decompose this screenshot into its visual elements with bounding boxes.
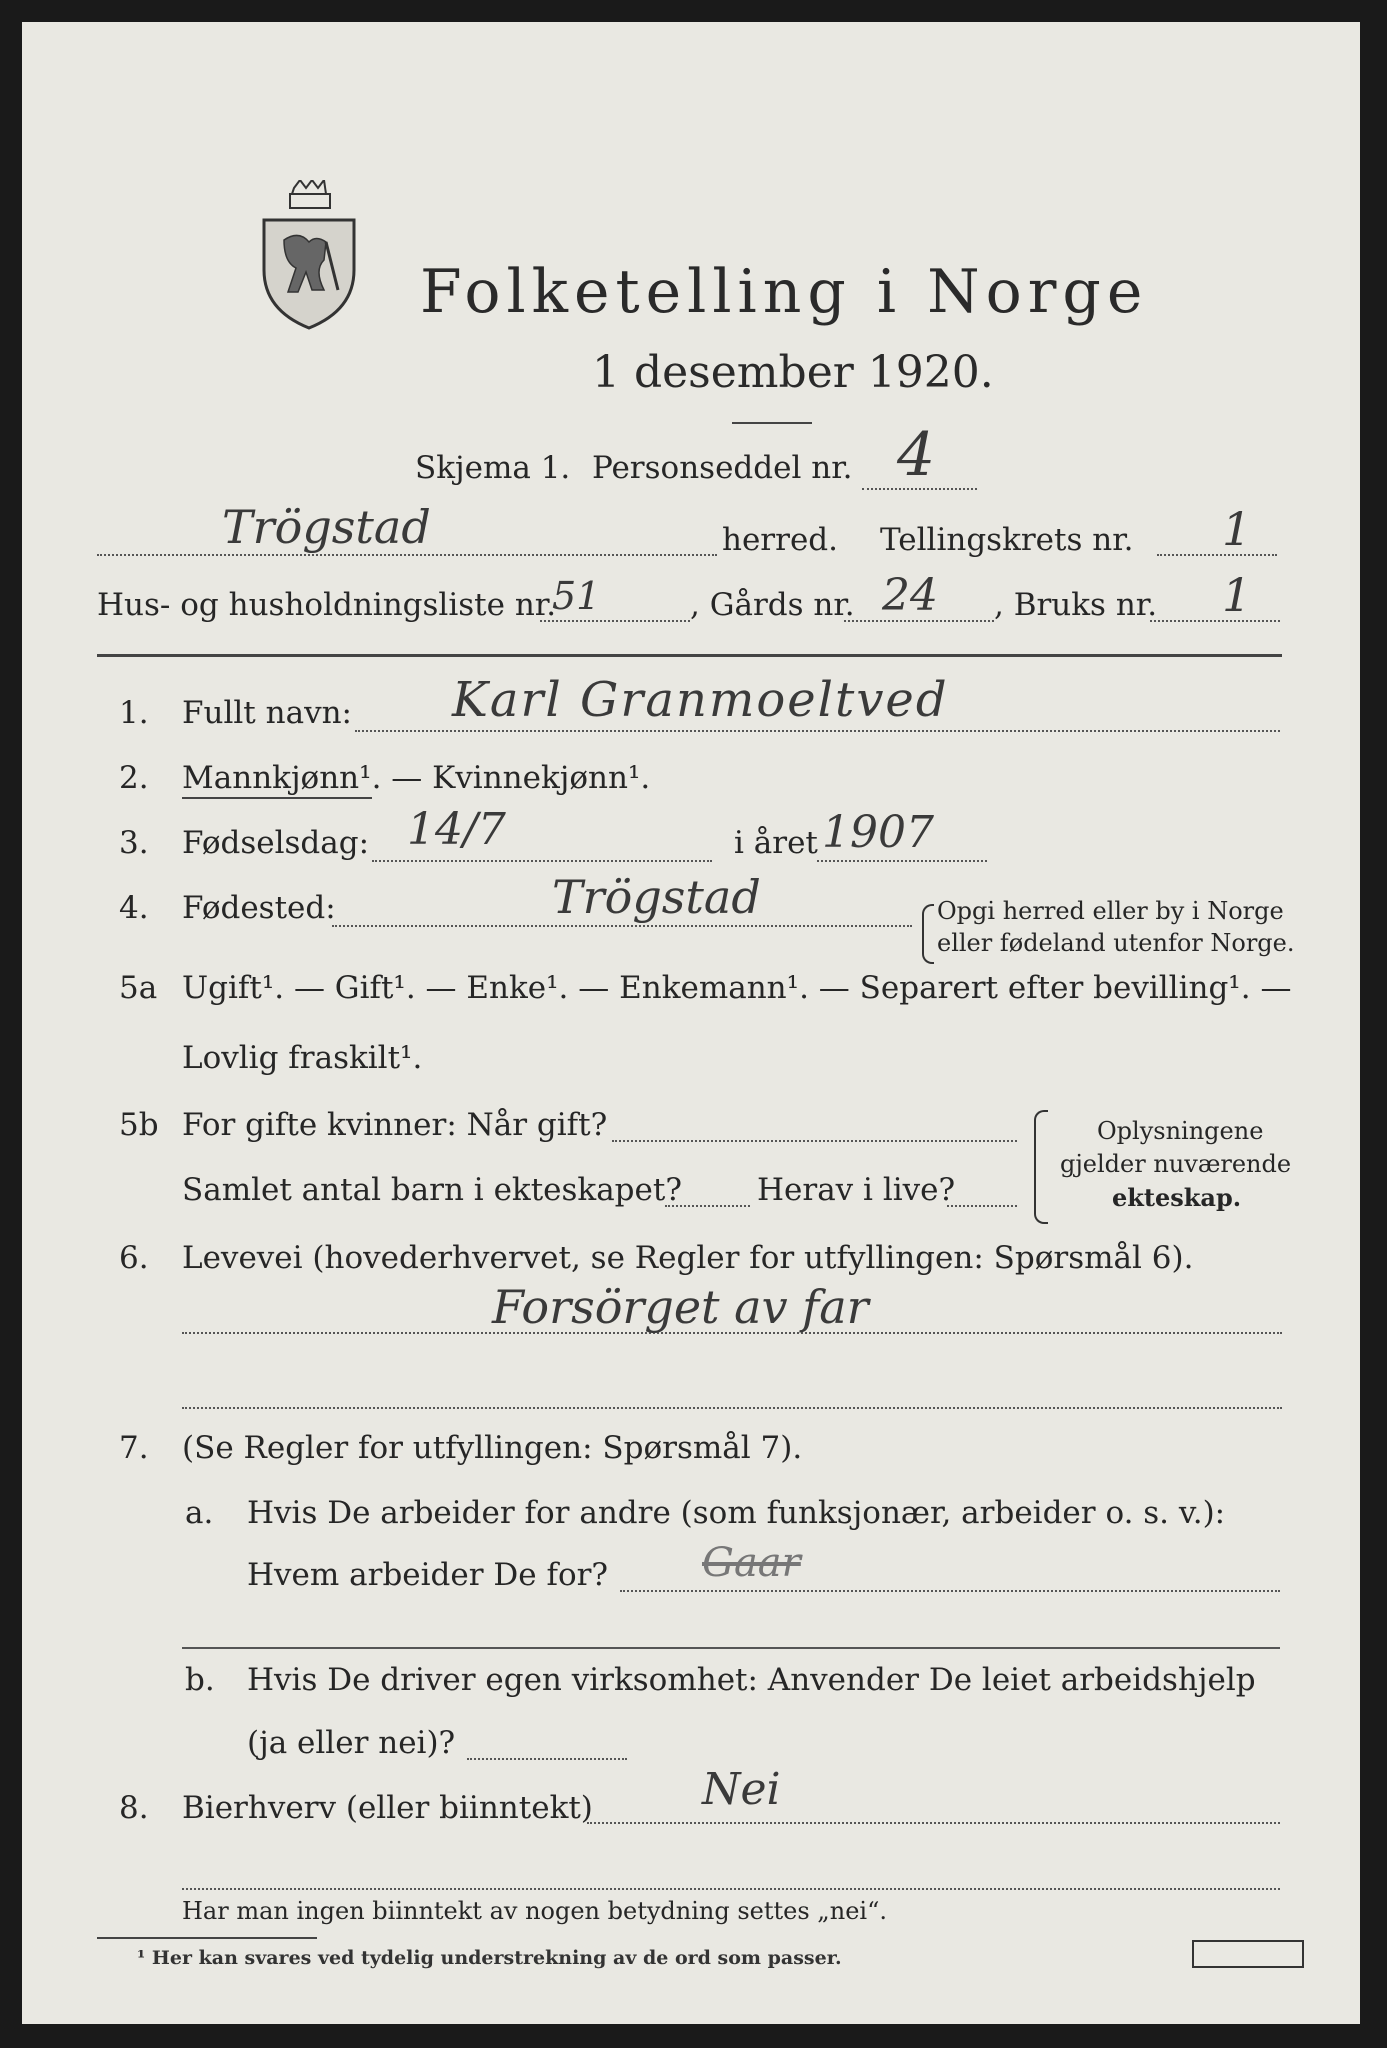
q4-value: Trögstad [552, 870, 761, 924]
q3-label: Fødselsdag: [182, 825, 370, 861]
schema-label: Skjema 1. [415, 450, 571, 486]
q5b-brace [1034, 1110, 1048, 1224]
q7a-line [620, 1590, 1280, 1592]
gards-value: 24 [882, 570, 938, 621]
q5b-note-2: gjelder nuværende [1060, 1150, 1292, 1178]
q7a-line-1: Hvis De arbeider for andre (som funksjonær, arbeider o. s. v.): [247, 1495, 1226, 1531]
q4-note-1: Opgi herred eller by i Norge [937, 897, 1284, 925]
q3-value: 14/7 [407, 804, 506, 855]
q5a-line-1: Ugift¹. — Gift¹. — Enke¹. — Enkemann¹. — Separert efter bevilling¹. — [182, 970, 1292, 1006]
person-label: Personseddel nr. [592, 450, 853, 486]
bruks-value: 1 [1222, 568, 1252, 622]
herred-value: Trögstad [222, 500, 431, 554]
q7b-letter: b. [185, 1662, 215, 1698]
q5a-line-2: Lovlig fraskilt¹. [182, 1040, 423, 1076]
q4-number: 4. [119, 890, 149, 926]
q8-number: 8. [119, 1790, 149, 1826]
q8-label: Bierhverv (eller biinntekt) [182, 1790, 593, 1826]
q7b-line-2: (ja eller nei)? [247, 1725, 456, 1761]
q6-label: Levevei (hovederhvervet, se Regler for utfyllingen: Spørsmål 6). [182, 1240, 1194, 1276]
hus-value: 51 [552, 574, 601, 618]
q8-value: Nei [702, 1764, 781, 1815]
q3-year-label: i året [734, 825, 818, 861]
q7a-line-2-rule [182, 1647, 1280, 1649]
hus-label: Hus- og husholdningsliste nr. [97, 587, 557, 623]
q4-brace [922, 904, 934, 964]
q6-line-2 [182, 1407, 1282, 1409]
q6-number: 6. [119, 1240, 149, 1276]
herred-line [97, 554, 717, 556]
q4-note-2: eller fødeland utenfor Norge. [937, 929, 1295, 957]
q7a-line-2: Hvem arbeider De for? [247, 1557, 609, 1593]
form-title: Folketelling i Norge [420, 257, 1149, 327]
q3-year-value: 1907 [822, 807, 934, 858]
q7-number: 7. [119, 1430, 149, 1466]
q5b-note-1: Oplysningene [1097, 1117, 1264, 1145]
q1-value: Karl Granmoeltved [452, 672, 949, 728]
q1-number: 1. [119, 695, 149, 731]
q5b-line-2: Samlet antal barn i ekteskapet? [182, 1172, 682, 1208]
q6-value: Forsörget av far [492, 1280, 869, 1334]
bruks-label: , Bruks nr. [994, 587, 1158, 623]
q3-number: 3. [119, 825, 149, 861]
q5b-note-3: ekteskap. [1112, 1183, 1242, 1212]
printer-stamp [1192, 1940, 1304, 1968]
q4-line [332, 925, 912, 927]
krets-value: 1 [1222, 502, 1252, 556]
q5b-married-line [612, 1140, 1017, 1142]
coat-of-arms-icon [254, 180, 364, 330]
footnote-rule [97, 1937, 317, 1939]
header-rule [732, 422, 812, 424]
q7a-letter: a. [185, 1495, 214, 1531]
herred-label: herred. [722, 522, 838, 558]
hus-line [540, 620, 690, 622]
person-nr-value: 4 [897, 420, 936, 490]
q4-label: Fødested: [182, 890, 336, 926]
q7a-value: Gaar [702, 1540, 801, 1586]
q8-line [587, 1822, 1280, 1824]
q7b-line-1: Hvis De driver egen virksomhet: Anvender De leiet arbeidshjelp [247, 1662, 1256, 1698]
q8-line-2 [182, 1888, 1280, 1890]
krets-line [1157, 554, 1277, 556]
q2-underline [182, 797, 372, 799]
census-date: 1 desember 1920. [592, 347, 994, 398]
q5a-number: 5a [119, 970, 158, 1006]
bruks-line [1150, 620, 1280, 622]
q5b-alive-line [947, 1205, 1017, 1207]
footer-note: Har man ingen biinntekt av nogen betydning settes „nei“. [182, 1897, 887, 1925]
gards-label: , Gårds nr. [690, 587, 855, 623]
q5b-alive-label: Herav i live? [757, 1172, 956, 1208]
header-divider [97, 654, 1282, 657]
q3-day-line [372, 860, 712, 862]
q1-label: Fullt navn: [182, 695, 352, 731]
q1-line [355, 730, 1280, 732]
q5b-number: 5b [119, 1107, 159, 1143]
footnote: ¹ Her kan svares ved tydelig understrekning av de ord som passer. [137, 1947, 842, 1969]
q2-number: 2. [119, 760, 149, 796]
q5b-children-line [665, 1205, 750, 1207]
census-form [22, 22, 1360, 2024]
krets-label: Tellingskrets nr. [880, 522, 1134, 558]
q3-year-line [817, 860, 987, 862]
q7-label: (Se Regler for utfyllingen: Spørsmål 7). [182, 1430, 803, 1466]
q5b-line-1: For gifte kvinner: Når gift? [182, 1107, 608, 1143]
q2-label: Mannkjønn¹. — Kvinnekjønn¹. [182, 760, 651, 796]
q7b-line [467, 1758, 627, 1760]
